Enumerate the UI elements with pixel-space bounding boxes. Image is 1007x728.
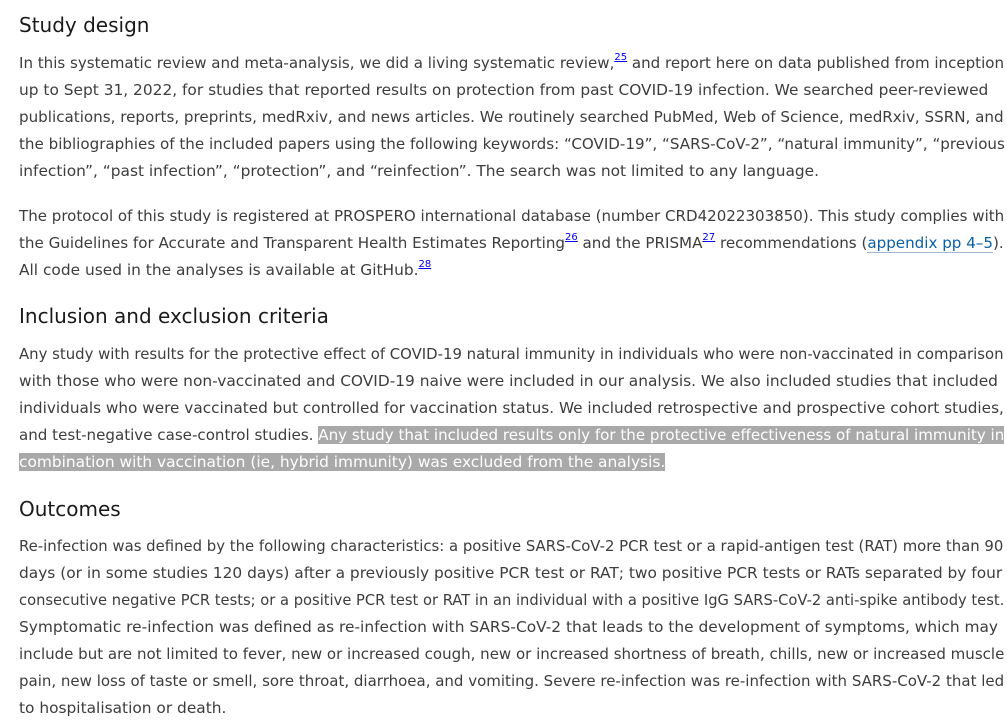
section-heading-study-design: Study design: [19, 13, 150, 37]
paragraph-study-protocol: [19, 203, 1004, 284]
text-line: infection”, “past infection”, “protection”, and “reinfection”. The search was not limited to any language.: [19, 162, 820, 180]
text-segment: In this systematic review and meta-analysis, we did a living systematic review,: [19, 54, 615, 72]
reference-link-25[interactable]: 25: [614, 52, 628, 63]
text-segment: recommendations (: [715, 234, 868, 252]
text-line: Re-infection was defined by the following characteristics: a positive SARS-CoV-2 PCR test or a rapid-antigen test (RAT) more than 90: [19, 537, 1004, 555]
section-heading-inclusion-exclusion: Inclusion and exclusion criteria: [19, 304, 329, 328]
text-line: [19, 230, 1004, 257]
text-line: consecutive negative PCR tests; or a positive PCR test or RAT in an individual with a positive IgG SARS-CoV-2 anti-spike antibody test.: [19, 592, 1005, 609]
reference-link-26[interactable]: 26: [565, 232, 578, 243]
text-line: individuals who were vaccinated but controlled for vaccination status. We included retrospective and prospective cohort studies,: [19, 399, 1004, 417]
text-line: include but are not limited to fever, new or increased cough, new or increased shortness of breath, chills, new or increased muscle: [19, 645, 1005, 663]
text-line: Any study with results for the protective effect of COVID-19 natural immunity in individuals who were non-vaccinated in comparison: [19, 345, 1004, 363]
text-line: up to Sept 31, 2022, for studies that reported results on protection from past COVID-19 infection. We searched peer-reviewed: [19, 81, 989, 99]
appendix-link[interactable]: appendix pp 4–5: [867, 234, 993, 252]
text-line: Symptomatic re-infection was defined as re-infection with SARS-CoV-2 that leads to the development of symptoms, which may: [19, 618, 999, 636]
text-segment: and the PRISMA: [577, 234, 703, 252]
paragraph-inclusion-criteria: [19, 341, 1004, 476]
paragraph-study-design-search: [19, 50, 1005, 185]
text-segment: All code used in the analyses is available at GitHub.: [19, 261, 419, 279]
text-line: The protocol of this study is registered at PROSPERO international database (number CRD42022303850). This study complies with: [19, 207, 1005, 225]
text-line: [19, 449, 1004, 476]
text-line: the bibliographies of the included papers using the following keywords: “COVID-19”, “SARS-CoV-2”, “natural immunity”, “previous: [19, 135, 1005, 153]
reference-link-27[interactable]: 27: [702, 232, 716, 243]
text-line: publications, reports, preprints, medRxiv, and news articles. We routinely searched PubMed, Web of Science, medRxiv, SSRN, and: [19, 108, 1004, 126]
selected-text[interactable]: Any study that included results only for the protective effectiveness of natural immunity in: [318, 426, 1005, 444]
text-line: [19, 422, 1004, 449]
text-line: to hospitalisation or death.: [19, 699, 227, 717]
text-segment: and test-negative case-control studies.: [19, 426, 319, 444]
text-line: [19, 50, 1005, 77]
text-line: [19, 257, 1004, 284]
text-line: days (or in some studies 120 days) after a previously positive PCR test or RAT; two positive PCR tests or RATs separated by four: [19, 564, 1003, 582]
selected-text[interactable]: combination with vaccination (ie, hybrid immunity) was excluded from the analysis.: [19, 453, 666, 471]
text-segment: the Guidelines for Accurate and Transparent Health Estimates Reporting: [19, 234, 566, 252]
paragraph-outcomes: [19, 533, 1004, 722]
text-line: pain, new loss of taste or smell, sore throat, diarrhoea, and vomiting. Severe re-infection was re-infection with SARS-CoV-2 that led: [19, 672, 1005, 690]
reference-link-28[interactable]: 28: [418, 259, 432, 270]
text-segment: ).: [992, 234, 1004, 252]
section-heading-outcomes: Outcomes: [19, 497, 121, 521]
text-segment: and report here on data published from inception: [627, 54, 1005, 72]
text-line: with those who were non-vaccinated and COVID-19 naive were included in our analysis. We also included studies that included: [19, 372, 998, 390]
